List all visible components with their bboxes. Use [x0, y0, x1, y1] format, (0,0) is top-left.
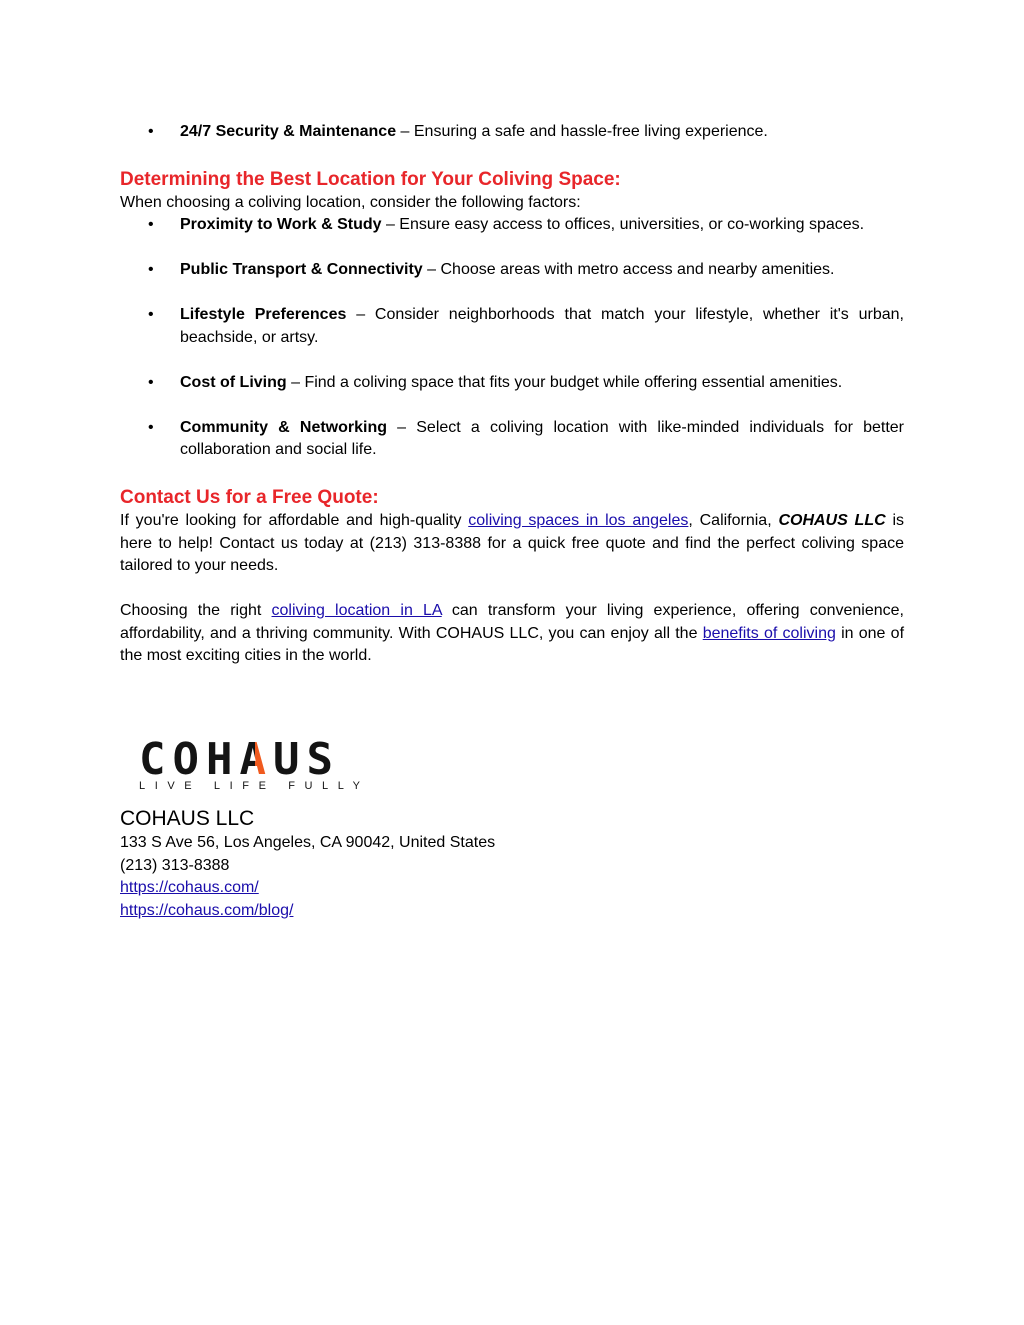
company-phone: (213) 313-8388 [120, 856, 230, 874]
logo-letter: A [239, 734, 273, 785]
bullet-desc: – Consider neighborhoods that match your lifestyle, whether it's urban, beachside, or artsy. [180, 306, 904, 346]
list-item [120, 259, 904, 282]
bullet-term: Lifestyle Preferences [180, 306, 347, 323]
bullet-term: Community & Networking [180, 418, 388, 436]
cohaus-logo [139, 734, 370, 794]
bullet-term: Cost of Living [180, 373, 287, 391]
paragraph-text: is here to help! Contact us today at (213) 313-8388 for a quick free quote and find the perfect coliving space tailored to your needs. [120, 512, 905, 574]
closing-paragraph [120, 600, 904, 668]
logo-letter: H [206, 734, 240, 785]
top-bullet-list [120, 121, 904, 144]
company-address: 133 S Ave 56, Los Angeles, CA 90042, United States [120, 834, 496, 851]
bullet-icon: • [148, 261, 154, 278]
location-factor-list [120, 214, 904, 462]
list-item [120, 214, 904, 237]
blog-link[interactable]: https://cohaus.com/blog/ [120, 901, 294, 919]
logo-letter: O [172, 734, 206, 785]
bullet-desc: – Ensuring a safe and hassle-free living experience. [396, 123, 768, 140]
logo-letter: S [306, 734, 340, 785]
paragraph-text: Choosing the right [120, 602, 272, 619]
location-intro: When choosing a coliving location, consider the following factors: [120, 194, 581, 211]
bullet-icon: • [148, 306, 154, 323]
bullet-desc: – Choose areas with metro access and nearby amenities. [422, 261, 835, 278]
list-item [120, 121, 904, 144]
bullet-icon: • [148, 123, 154, 140]
bullet-icon: • [148, 373, 154, 391]
bullet-desc: – Select a coliving location with like-minded individuals for better collaboration and social life. [180, 418, 905, 458]
website-link[interactable]: https://cohaus.com/ [120, 879, 259, 896]
company-name: COHAUS LLC [120, 807, 255, 830]
logo-tagline: LIVE LIFE FULLY [139, 780, 370, 792]
bullet-desc: – Find a coliving space that fits your budget while offering essential amenities. [286, 373, 843, 391]
paragraph-text: , California, [688, 512, 779, 529]
paragraph-text: can transform your living experience, offering convenience, affordability, and a thriving community. With COHAUS LLC, you can enjoy all the [120, 602, 904, 642]
bullet-term: 24/7 Security & Maintenance [180, 123, 397, 140]
coliving-location-link[interactable]: coliving location in LA [271, 602, 442, 619]
bullet-term: Proximity to Work & Study [180, 216, 382, 233]
contact-paragraph [120, 510, 904, 578]
benefits-of-coliving-link[interactable]: benefits of coliving [702, 624, 836, 642]
bullet-icon: • [148, 418, 154, 436]
bullet-icon: • [148, 216, 154, 233]
paragraph-text: If you're looking for affordable and high-quality [120, 512, 469, 529]
location-heading: Determining the Best Location for Your Coliving Space: [120, 169, 621, 190]
logo-letter: U [273, 734, 307, 785]
list-item [120, 417, 904, 462]
contact-heading: Contact Us for a Free Quote: [120, 487, 379, 508]
list-item [120, 372, 904, 395]
company-footer [120, 806, 720, 922]
bullet-term: Public Transport & Connectivity [180, 261, 423, 278]
coliving-spaces-link[interactable]: coliving spaces in los angeles [468, 512, 689, 529]
bullet-desc: – Ensure easy access to offices, universities, or co-working spaces. [381, 216, 865, 233]
logo-letter: C [139, 734, 173, 785]
brand-name: COHAUS LLC [778, 512, 886, 529]
paragraph-text: in one of the most exciting cities in the world. [120, 624, 905, 664]
list-item [120, 304, 904, 349]
logo-wordmark [139, 734, 340, 785]
